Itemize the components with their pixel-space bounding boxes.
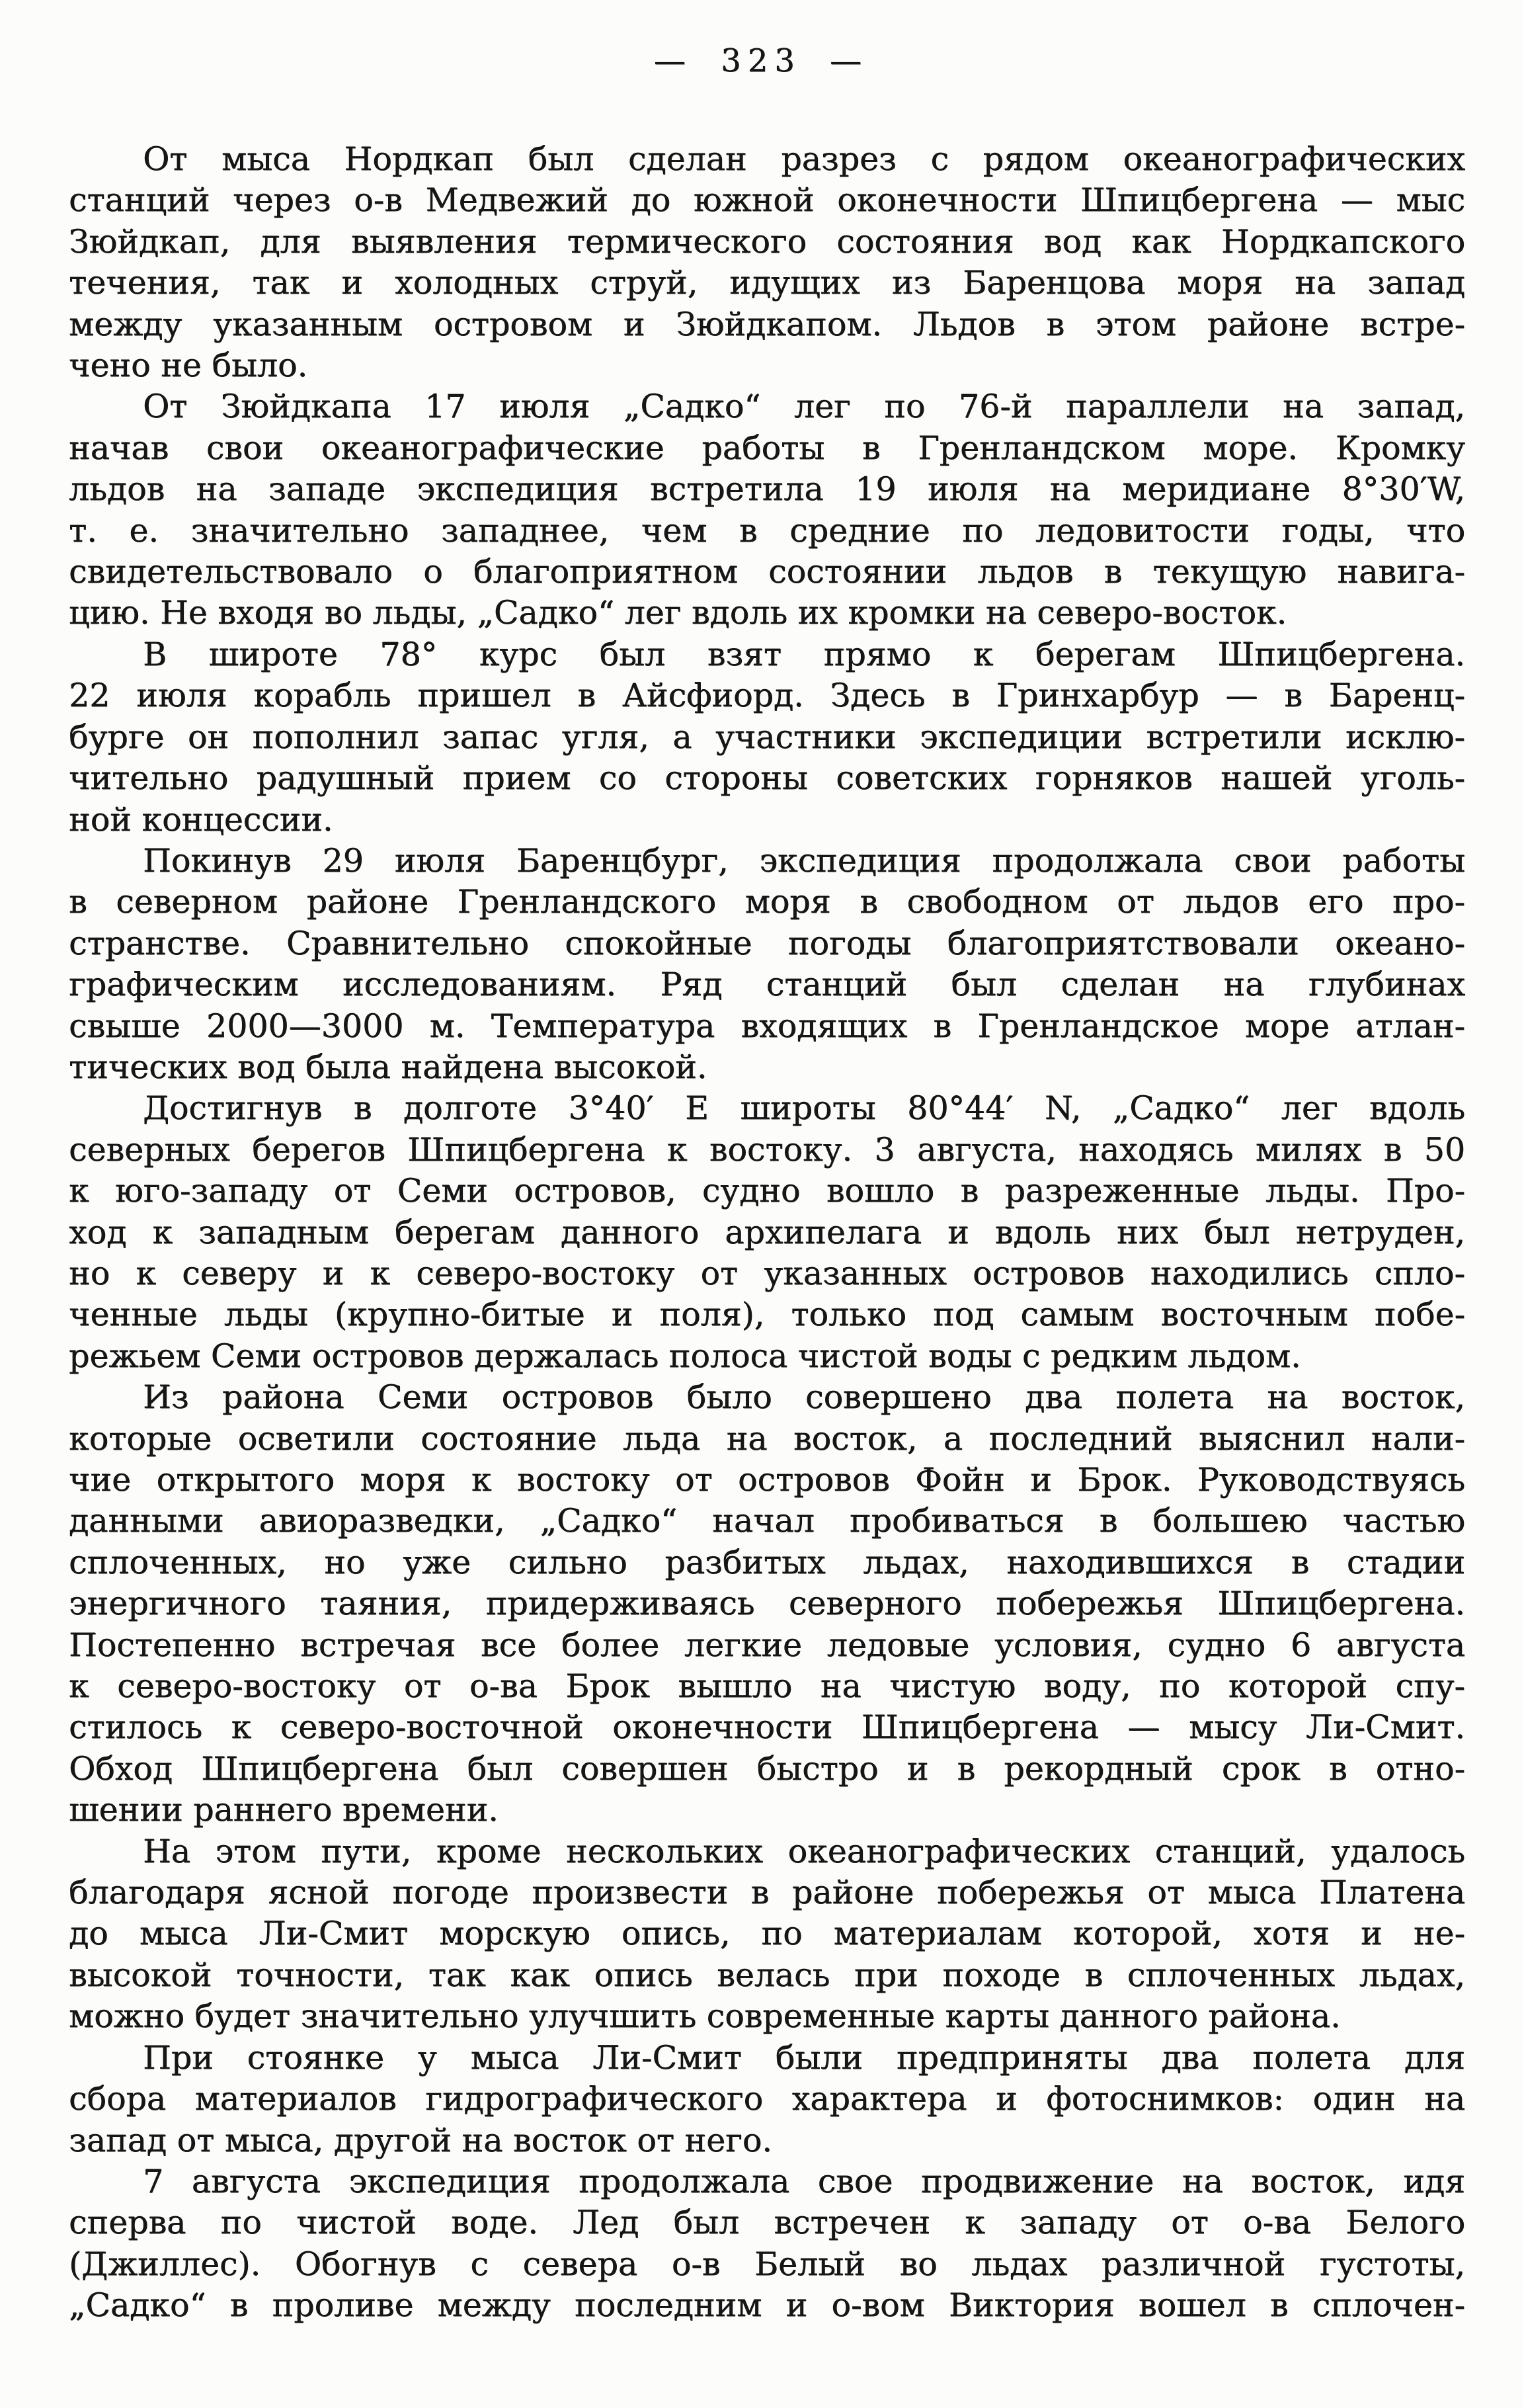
- text-line: Обход Шпицбергена был совершен быстро и в рекордный срок в отно-: [69, 1749, 1465, 1788]
- text-line: начав свои океанографические работы в Гренландском море. Кромку: [69, 429, 1465, 467]
- paragraph: [69, 841, 1465, 1088]
- text-line: запад от мыса, другой на восток от него.: [69, 2121, 772, 2159]
- text-line: в северном районе Гренландского моря в свободном от льдов его про-: [69, 883, 1465, 921]
- text-line: но к северу и к северо-востоку от указанных островов находились спло-: [69, 1254, 1465, 1292]
- text-line: Постепенно встречая все более легкие ледовые условия, судно 6 августа: [69, 1626, 1465, 1664]
- text-line: между указанным островом и Зюйдкапом. Льдов в этом районе встре-: [69, 305, 1465, 343]
- text-line: энергичного таяния, придерживаясь северного побережья Шпицбергена.: [69, 1585, 1465, 1623]
- text-line: к северо-востоку от о-ва Брок вышло на чистую воду, по которой спу-: [69, 1667, 1465, 1706]
- text-line: Зюйдкап, для выявления термического состояния вод как Нордкапского: [69, 222, 1465, 261]
- text-line: благодаря ясной погоде произвести в районе побережья от мыса Платена: [69, 1874, 1465, 1912]
- text-line: (Джиллес). Обогнув с севера о-в Белый во льдах различной густоты,: [69, 2245, 1465, 2283]
- text-line: режьем Семи островов держалась полоса чистой воды с редким льдом.: [69, 1337, 1301, 1375]
- text-line: которые осветили состояние льда на восток, а последний выяснил нали-: [69, 1419, 1465, 1458]
- text-line: На этом пути, кроме нескольких океанографических станций, удалось: [143, 1832, 1465, 1870]
- paragraph: [69, 1831, 1465, 2038]
- paragraph: [69, 634, 1465, 841]
- text-line: северных берегов Шпицбергена к востоку. 3 августа, находясь милях в 50: [69, 1130, 1465, 1169]
- text-line: до мыса Ли-Смит морскую опись, по материалам которой, хотя и не-: [69, 1915, 1465, 1953]
- text-line: чительно радушный прием со стороны советских горняков нашей уголь-: [69, 759, 1465, 798]
- text-line: чено не было.: [69, 347, 308, 385]
- text-line: бурге он пополнил запас угля, а участники экспедиции встретили исклю-: [69, 718, 1465, 756]
- text-line: При стоянке у мыса Ли-Смит были предприняты два полета для: [143, 2038, 1465, 2077]
- text-line: т. е. значительно западнее, чем в средние по ледовитости годы, что: [69, 511, 1465, 550]
- text-line: Достигнув в долготе 3°40′ E широты 80°44′ N, „Садко“ лег вдоль: [143, 1089, 1465, 1128]
- text-line: свыше 2000—3000 м. Температура входящих в Гренландское море атлан-: [69, 1007, 1465, 1045]
- text-line: сплоченных, но уже сильно разбитых льдах, находившихся в стадии: [69, 1543, 1465, 1581]
- text-line: странстве. Сравнительно спокойные погоды благоприятствовали океано-: [69, 924, 1465, 962]
- text-line: станций через о-в Медвежий до южной оконечности Шпицбергена — мыс: [69, 181, 1465, 220]
- text-line: льдов на западе экспедиция встретила 19 июля на меридиане 8°30′W,: [69, 470, 1465, 509]
- text-line: к юго-западу от Семи островов, судно вошло в разреженные льды. Про-: [69, 1172, 1465, 1210]
- paragraph: [69, 139, 1465, 386]
- text-line: можно будет значительно улучшить современные карты данного района.: [69, 1997, 1341, 2036]
- text-line: тических вод была найдена высокой.: [69, 1048, 707, 1086]
- text-line: 22 июля корабль пришел в Айсфиорд. Здесь в Гринхарбур — в Баренц-: [69, 677, 1465, 715]
- text-line: графическим исследованиям. Ряд станций был сделан на глубинах: [69, 966, 1465, 1004]
- paragraph: [69, 2038, 1465, 2161]
- text-line: сперва по чистой воде. Лед был встречен к западу от о-ва Белого: [69, 2204, 1465, 2242]
- text-line: От Зюйдкапа 17 июля „Садко“ лег по 76-й параллели на запад,: [143, 388, 1465, 426]
- text-line: сбора материалов гидрографического характера и фотоснимков: один на: [69, 2080, 1465, 2118]
- text-line: 7 августа экспедиция продолжала свое продвижение на восток, идя: [143, 2162, 1465, 2200]
- paragraph: [69, 386, 1465, 634]
- text-line: „Садко“ в проливе между последним и о-вом Виктория вошел в сплочен-: [69, 2286, 1465, 2325]
- paragraph: [69, 1377, 1465, 1831]
- text-line: Покинув 29 июля Баренцбург, экспедиция продолжала свои работы: [143, 841, 1465, 880]
- paragraph: [69, 2161, 1465, 2327]
- text-line: цию. Не входя во льды, „Садко“ лег вдоль их кромки на северо-восток.: [69, 594, 1287, 632]
- paragraph: [69, 1088, 1465, 1377]
- body-text: [69, 139, 1465, 2327]
- text-line: течения, так и холодных струй, идущих из Баренцова моря на запад: [69, 264, 1465, 302]
- text-line: свидетельствовало о благоприятном состоянии льдов в текущую навига-: [69, 553, 1465, 591]
- text-line: высокой точности, так как опись велась при походе в сплоченных льдах,: [69, 1956, 1465, 1994]
- text-line: От мыса Нордкап был сделан разрез с рядом океанографических: [143, 140, 1465, 178]
- text-line: ход к западным берегам данного архипелага и вдоль них был нетруден,: [69, 1213, 1465, 1251]
- text-line: В широте 78° курс был взят прямо к берегам Шпицбергена.: [143, 635, 1465, 673]
- text-line: ной концессии.: [69, 800, 333, 839]
- text-line: чие открытого моря к востоку от островов Фойн и Брок. Руководствуясь: [69, 1461, 1465, 1499]
- text-line: шении раннего времени.: [69, 1791, 499, 1829]
- page-number: — 323 —: [653, 42, 869, 79]
- text-line: Из района Семи островов было совершено два полета на восток,: [143, 1378, 1465, 1417]
- text-line: ченные льды (крупно-битые и поля), только под самым восточным побе-: [69, 1296, 1465, 1334]
- text-line: данными авиоразведки, „Садко“ начал пробиваться в большею частью: [69, 1502, 1465, 1540]
- text-line: стилось к северо-восточной оконечности Шпицбергена — мысу Ли-Смит.: [69, 1708, 1465, 1747]
